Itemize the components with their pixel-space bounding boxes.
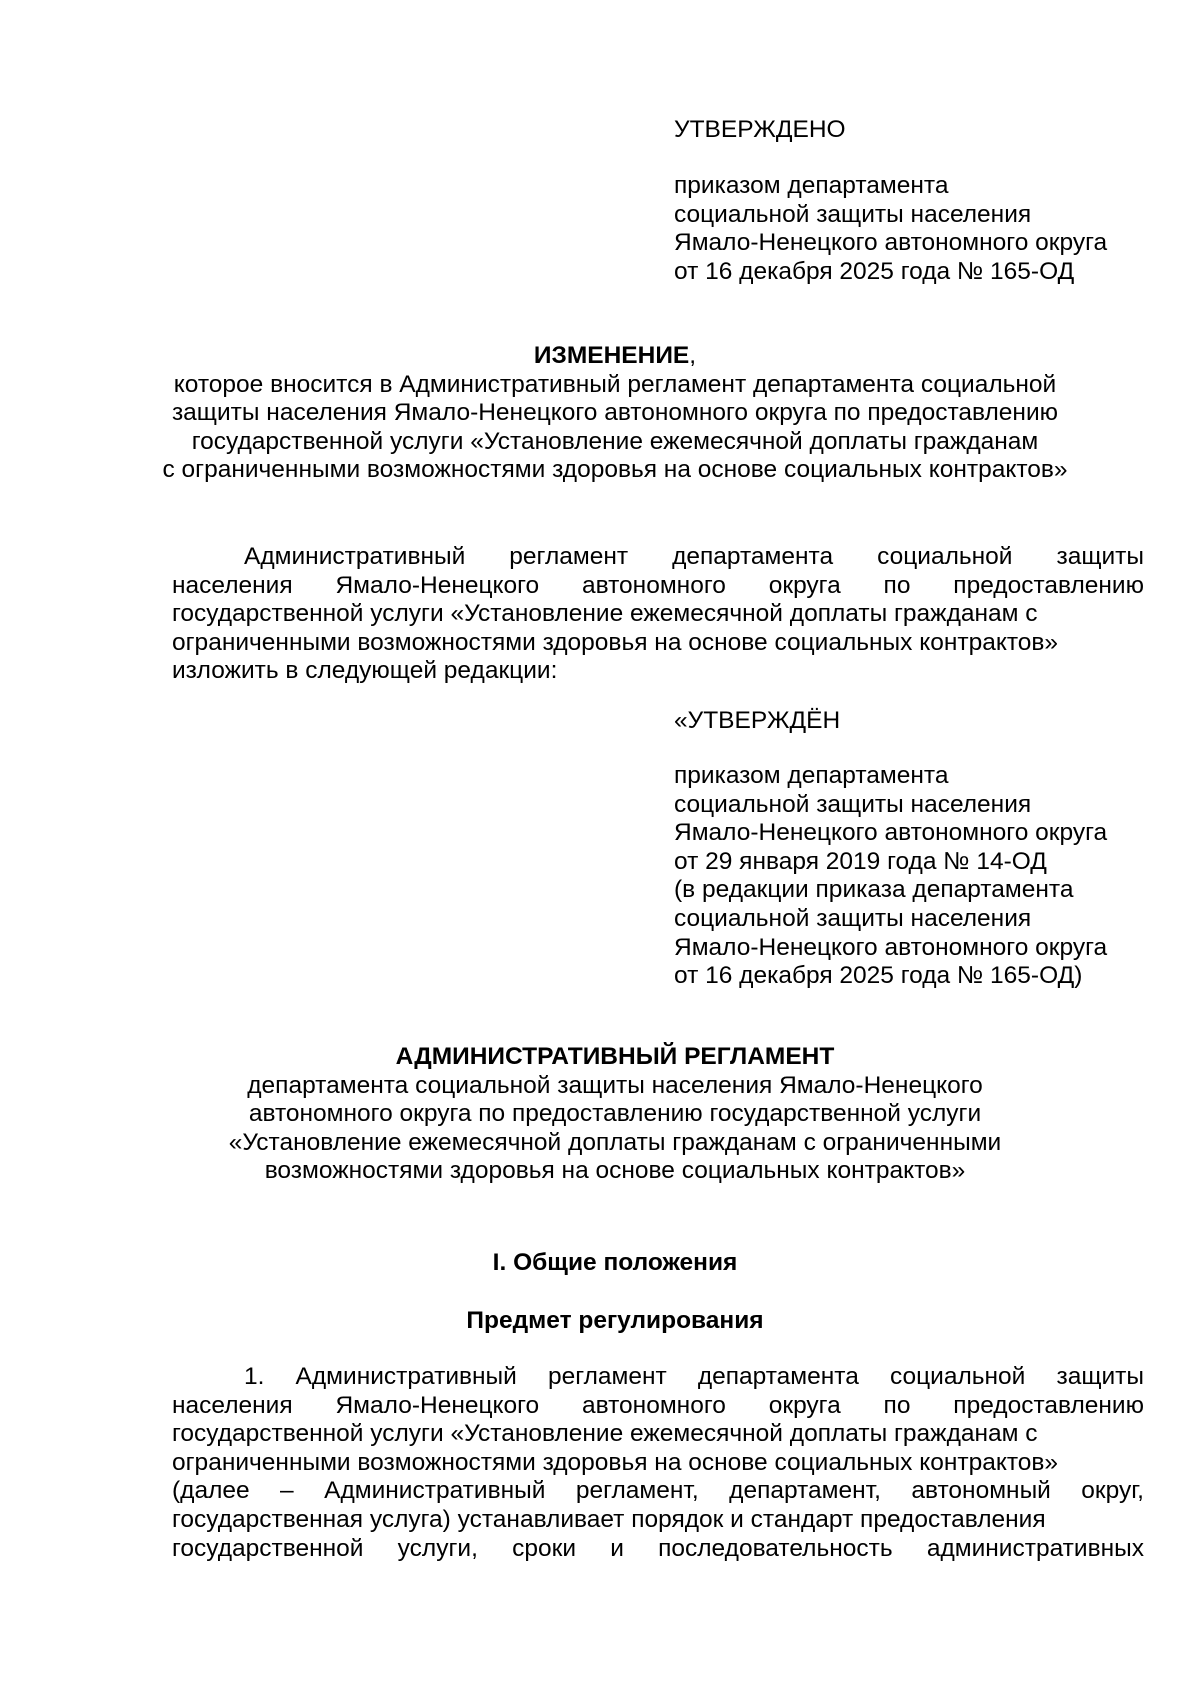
approval-stamp-line: социальной защиты населения xyxy=(674,200,1032,228)
inner-stamp-line: Ямало-Ненецкого автономного округа xyxy=(674,933,1108,961)
intro-paragraph-line: изложить в следующей редакции: xyxy=(172,657,558,685)
change-heading-line: с ограниченными возможностями здоровья на основе социальных контрактов» xyxy=(162,456,1068,484)
approval-stamp-line: приказом департамента xyxy=(674,172,949,199)
section-heading xyxy=(150,1249,1080,1278)
approval-stamp-title xyxy=(674,116,1174,145)
change-heading-title: ИЗМЕНЕНИЕ xyxy=(533,342,690,369)
item-1-line: населения Ямало-Ненецкого автономного округа по предоставлению xyxy=(172,1391,1144,1419)
inner-stamp-line: социальной защиты населения xyxy=(674,904,1032,932)
regulation-heading-line: автономного округа по предоставлению государственной услуги xyxy=(248,1100,982,1128)
section-heading-text: I. Общие положения xyxy=(492,1249,738,1276)
item-1-line: ограниченными возможностями здоровья на основе социальных контрактов» xyxy=(172,1448,1059,1476)
approval-stamp-body xyxy=(674,172,1174,286)
intro-paragraph-line: ограниченными возможностями здоровья на основе социальных контрактов» xyxy=(172,628,1059,656)
intro-paragraph-line: Административный регламент департамента социальной защиты xyxy=(244,543,1144,570)
item-1-line: (далее – Административный регламент, департамент, автономный округ, xyxy=(172,1477,1144,1505)
intro-paragraph-line: государственной услуги «Установление ежемесячной доплаты гражданам с xyxy=(172,600,1038,628)
item-1-line: государственной услуги, сроки и последовательность административных xyxy=(172,1534,1144,1562)
inner-stamp-title xyxy=(674,707,1174,736)
item-1-line: 1. Административный регламент департамента социальной защиты xyxy=(244,1363,1144,1390)
subsection-heading xyxy=(150,1307,1080,1336)
change-heading-line: государственной услуги «Установление ежемесячной доплаты гражданам xyxy=(191,427,1039,455)
regulation-heading-line: возможностями здоровья на основе социальных контрактов» xyxy=(264,1157,966,1185)
regulation-heading-line: «Установление ежемесячной доплаты гражданам с ограниченными xyxy=(228,1128,1002,1156)
approval-stamp-line: Ямало-Ненецкого автономного округа xyxy=(674,229,1108,257)
item-1-line: государственная услуга) устанавливает порядок и стандарт предоставления xyxy=(172,1505,1046,1533)
approval-stamp-title-text: УТВЕРЖДЕНО xyxy=(674,116,846,143)
item-1-line: государственной услуги «Установление ежемесячной доплаты гражданам с xyxy=(172,1420,1038,1448)
change-heading-line: защиты населения Ямало-Ненецкого автономного округа по предоставлению xyxy=(171,399,1059,427)
intro-paragraph-line: населения Ямало-Ненецкого автономного округа по предоставлению xyxy=(172,571,1144,599)
inner-stamp-line: от 16 декабря 2025 года № 165-ОД) xyxy=(674,962,1083,990)
inner-stamp-line: от 29 января 2019 года № 14-ОД xyxy=(674,847,1047,875)
inner-stamp-line: (в редакции приказа департамента xyxy=(674,876,1074,904)
inner-stamp-title-text: «УТВЕРЖДЁН xyxy=(674,707,841,734)
subsection-heading-text: Предмет регулирования xyxy=(466,1307,764,1334)
change-heading-title-suffix: , xyxy=(689,342,697,369)
inner-stamp-line: социальной защиты населения xyxy=(674,790,1032,818)
approval-stamp-line: от 16 декабря 2025 года № 165-ОД xyxy=(674,257,1075,285)
intro-paragraph xyxy=(172,543,1144,686)
change-heading xyxy=(150,342,1080,485)
inner-stamp-line: Ямало-Ненецкого автономного округа xyxy=(674,819,1108,847)
regulation-heading xyxy=(150,1043,1080,1186)
inner-stamp-body xyxy=(674,762,1174,991)
regulation-heading-line: департамента социальной защиты населения Ямало-Ненецкого xyxy=(247,1071,983,1099)
change-heading-line: которое вносится в Административный регламент департамента социальной xyxy=(173,370,1057,398)
inner-stamp-line: приказом департамента xyxy=(674,762,949,789)
change-heading-title-line xyxy=(150,342,1080,371)
item-1-paragraph xyxy=(172,1363,1144,1563)
regulation-heading-title: АДМИНИСТРАТИВНЫЙ РЕГЛАМЕНТ xyxy=(395,1043,835,1070)
